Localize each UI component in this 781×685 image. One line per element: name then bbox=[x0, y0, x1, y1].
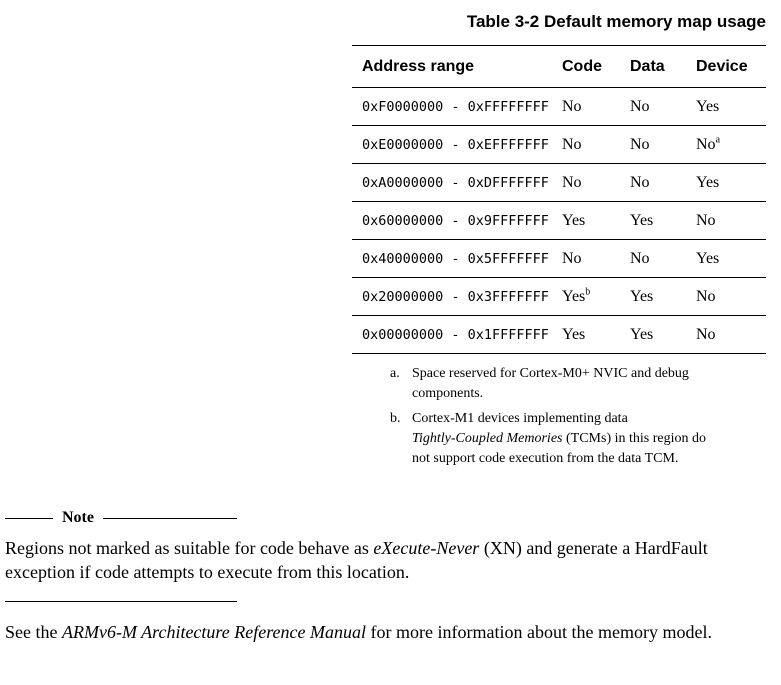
code-cell: Yes bbox=[562, 202, 630, 240]
code-cell: Yes$^b$ bbox=[562, 278, 630, 316]
data-cell: Yes bbox=[630, 316, 696, 354]
address-cell: 0xF0000000 - 0xFFFFFFFF bbox=[352, 88, 562, 126]
col-header-code: Code bbox=[562, 46, 630, 88]
address-cell: 0x20000000 - 0x3FFFFFFF bbox=[352, 278, 562, 316]
address-cell: 0xA0000000 - 0xDFFFFFFF bbox=[352, 164, 562, 202]
table-row bbox=[352, 278, 766, 316]
col-header-data: Data bbox=[630, 46, 696, 88]
device-cell: No bbox=[696, 316, 766, 354]
table-row bbox=[352, 240, 766, 278]
table-footnotes bbox=[352, 364, 766, 469]
note-bottom-rule bbox=[5, 601, 237, 602]
footnote-text: Cortex-M1 devices implementing data Tightly-Coupled Memories (TCMs) in this region do not support code execution from the data TCM. bbox=[412, 411, 706, 466]
note-body: Regions not marked as suitable for code behave as eXecute-Never (XN) and generate a HardFault exception if code attempts to execute from this location. bbox=[5, 538, 708, 582]
note-rule-right bbox=[103, 518, 237, 519]
device-cell: Yes bbox=[696, 240, 766, 278]
code-cell: No bbox=[562, 126, 630, 164]
footnote-marker: b. bbox=[390, 411, 401, 426]
table-row bbox=[352, 164, 766, 202]
address-cell: 0x40000000 - 0x5FFFFFFF bbox=[352, 240, 562, 278]
data-cell: No bbox=[630, 88, 696, 126]
footnote-text: Space reserved for Cortex-M0+ NVIC and debug components. bbox=[412, 366, 689, 401]
code-cell: No bbox=[562, 240, 630, 278]
device-cell: No$^a$ bbox=[696, 126, 766, 164]
device-cell: Yes bbox=[696, 164, 766, 202]
col-header-address-range: Address range bbox=[352, 46, 562, 88]
note-label: Note bbox=[62, 509, 94, 526]
note-block bbox=[5, 508, 761, 602]
data-cell: No bbox=[630, 240, 696, 278]
device-cell: No bbox=[696, 278, 766, 316]
device-cell: No bbox=[696, 202, 766, 240]
memory-map-table-block bbox=[352, 12, 766, 474]
table-row bbox=[352, 202, 766, 240]
address-cell: 0xE0000000 - 0xEFFFFFFF bbox=[352, 126, 562, 164]
data-cell: No bbox=[630, 164, 696, 202]
table-row bbox=[352, 316, 766, 354]
address-cell: 0x00000000 - 0x1FFFFFFF bbox=[352, 316, 562, 354]
table-header-row bbox=[352, 46, 766, 88]
table-row bbox=[352, 88, 766, 126]
closing-paragraph: See the ARMv6-M Architecture Reference Manual for more information about the memory model. bbox=[5, 622, 712, 642]
data-cell: Yes bbox=[630, 202, 696, 240]
col-header-device: Device bbox=[696, 46, 766, 88]
table-row bbox=[352, 126, 766, 164]
note-header bbox=[5, 508, 237, 528]
address-cell: 0x60000000 - 0x9FFFFFFF bbox=[352, 202, 562, 240]
footnote-b bbox=[390, 409, 766, 469]
code-cell: No bbox=[562, 164, 630, 202]
data-cell: No bbox=[630, 126, 696, 164]
memory-map-table bbox=[352, 45, 766, 354]
footnote-marker: a. bbox=[390, 366, 400, 381]
table-title: Table 3-2 Default memory map usage bbox=[466, 12, 766, 31]
data-cell: Yes bbox=[630, 278, 696, 316]
footnote-a bbox=[390, 364, 766, 404]
device-cell: Yes bbox=[696, 88, 766, 126]
note-rule-left bbox=[5, 518, 53, 519]
code-cell: Yes bbox=[562, 316, 630, 354]
code-cell: No bbox=[562, 88, 630, 126]
